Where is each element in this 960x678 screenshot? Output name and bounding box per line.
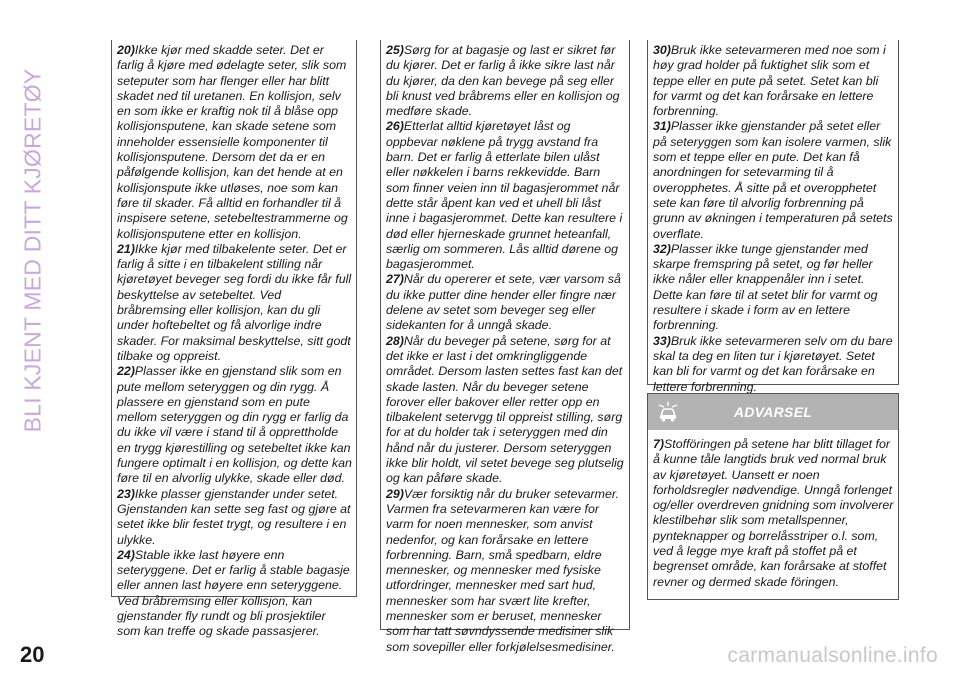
note-33: 33)Bruk ikke setevarmeren selv om du bare skal ta deg en liten tur i kjøretøyet. Setet kan bli for varmt og det kan forårsake en lettere forbrenning. <box>653 333 893 394</box>
note-21: 21)Ikke kjør med tilbakelente seter. Det er farlig å sitte i en tilbakelent stilling når kjøretøyet beveger seg fordi du ikke får full beskyttelse av setebeltet. Ved bråbremsing eller kollisjon, kan du gli under hoftebeltet og få alvorlige indre skader. For maksimal beskyttelse, sitt godt tilbake og oppreist. <box>117 241 352 363</box>
note-32: 32)Plasser ikke tunge gjenstander med skarpe fremspring på setet, og før heller ikke nåler eller knappenåler inn i setet. Dette kan føre til at setet blir for varmt og resultere i skade i form av en lettere forbrenning. <box>653 241 878 333</box>
warning-header <box>648 394 898 430</box>
note-28: 28)Når du beveger på setene, sørg for at det ikke er last i det omkringliggende området. Dersom lasten settes fast kan det skade lasten. Når du beveger setene forover eller bakover eller retter opp en tilbakelent setervgg til oppreist stilling, sørg for at du holder tak i seteryggen med din hånd når du justerer. Dersom seteryggen ikke blir holdt, vil setet bevege seg plutselig og kan påføre skade. <box>386 333 624 486</box>
note-27: 27)Når du opererer et sete, vær varsom så du ikke putter dine hender eller fingre nær delene av setet som beveger seg eller sidekanten for å unngå skade. <box>386 272 621 333</box>
warning-title: ADVARSEL <box>733 404 813 420</box>
side-title-text: BLI KJENT MED DITT KJØRETØY <box>19 68 46 432</box>
note-30: 30)Bruk ikke setevarmeren med noe som i høy grad holder på fuktighet slik som et teppe eller en pute på setet. Setet kan bli for varmt og det kan forårsake en lettere forbrenning. <box>653 43 886 119</box>
warning-car-icon <box>656 401 680 423</box>
warning-box <box>647 393 899 600</box>
note-24: 24)Stable ikke last høyere enn seteryggene. Det er farlig å stable bagasje eller annen last høyere enn seteryggene. Ved bråbremsing eller kollisjon, kan gjenstander fly rundt og bli prosjektiler som kan treffe og skade passasjerer. <box>117 547 350 639</box>
text-column-2 <box>380 40 630 654</box>
text-column-1 <box>111 40 357 639</box>
warning-body <box>648 430 898 590</box>
text-column-3 <box>647 40 899 394</box>
note-29: 29)Vær forsiktig når du bruker setevarmer. Varmen fra setevarmeren kan være for varm for noen mennesker, som anvist nedenfor, og kan forårsake en lettere forbrenning. Barn, små spedbarn, eldre mennesker, og mennesker med fysiske utfordringer, mennesker med sart hud, mennesker som har svært lite krefter, mennesker som er beruset, mennesker som har tatt søvndyssende medisiner slik som sovepiller eller forkjølelsesmedisiner. <box>386 486 619 654</box>
page-number: 20 <box>20 642 45 667</box>
note-20: 20)Ikke kjør med skadde seter. Det er farlig å kjøre med ødelagte seter, slik som seteputer som har flenger eller har blitt skadet ned til uretanen. En kollisjon, selv en som ikke er kraftig nok til å blåse opp kollisjonsputene, kan skade setene som inneholder essensielle komponenter til kollisjonsputene. Dersom det da er en påfølgende kollisjon, kan det hende at en kollisjonspute ikke utløses, noe som kan føre til skader. Få alltid en forhandler til å inspisere setene, setebeltestrammerne og kollisjonsputene etter en kollisjon. <box>117 43 348 241</box>
note-26: 26)Etterlat alltid kjøretøyet låst og oppbevar nøklene på trygg avstand fra barn. Det er farlig å etterlate bilen ulåst eller nøkkelen i barns rekkevidde. Barn som finner veien inn til bagasjerommet når dette står åpent kan ved et uhell bli låst inne i bagasjerommet. Dette kan resultere i død eller hjerneskade grunnet heteanfall, særlig om sommeren. Lås alltid dørene og bagasjerommet. <box>386 119 623 272</box>
section-side-title <box>12 25 54 475</box>
note-25: 25)Sørg for at bagasje og last er sikret før du kjører. Det er farlig å ikke sikre last når du kjører, da den kan bevege på seg eller bli knust ved bråbrems eller en kollisjon og medføre skade. <box>386 43 620 119</box>
note-22: 22)Plasser ikke en gjenstand slik som en pute mellom seteryggen og din rygg. Å plassere en gjenstand som en pute mellom seteryggen og din rygg er farlig da du ikke vil være i stand til å opprettholde en trygg kjørestilling og setebeltet ikke kan fungere optimalt i en kollisjon, og dette kan føre til en alvorlig ulykke, skade eller død. <box>117 364 352 486</box>
watermark: carmanualsonline.info <box>727 644 938 667</box>
note-31: 31)Plasser ikke gjenstander på setet eller på seteryggen som kan isolere varmen, slik som et teppe eller en pute. Det kan få anordningen for setevarming til å overopphetes. Å sitte på et overopphetet sete kan føre til alvorlig forbrenning på grunn av økningen i temperaturen på setets overflate. <box>653 119 893 241</box>
warning-item-7: 7)Stofföringen på setene har blitt tillaget for å kunne tåle langtids bruk ved normal bruk av kjøretøyet. Uansett er noen forholdsregler nødvendige. Unngå forlenget og/eller overdreven gnidning som involverer klestilbehør slik som metallspenner, pynteknapper og borrelåsstriper o.l. som, ved å legge mye kraft på stoffet på et begrenset område, kan forårsake at stoffet revner og dermed skade föringen. <box>653 437 894 589</box>
note-23: 23)Ikke plasser gjenstander under setet. Gjenstanden kan sette seg fast og gjøre at setet ikke blir festet trygt, og resultere i en ulykke. <box>117 486 351 547</box>
